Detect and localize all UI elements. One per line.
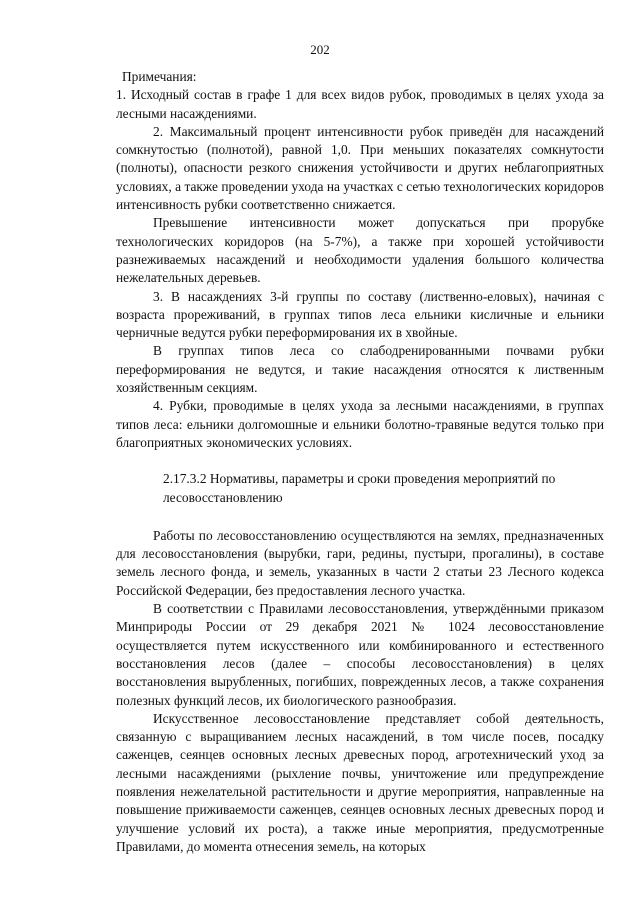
section-paragraph-1: Работы по лесовосстановлению осуществляются на землях, предназначенных для лесовосстановления (вырубки, гари, редины, пустыри, прогалины), в составе земель лесного фонда, и земель, указанных в части 2 статьи 23 Лесного кодекса Российской Федерации, без предоставления лесного участка.	[116, 527, 604, 598]
section-paragraph-2: В соответствии с Правилами лесовосстановления, утверждёнными приказом Минприроды России от 29 декабря 2021 № 1024 лесовосстановление осуществляется путем искусственного или комбинированного и естественного восстановления лесов (далее – способы лесовосстановления) в целях восстановления вырубленных, погибших, поврежденных лесов, а также сохранения полезных функций лесов, их биологического разнообразия.	[116, 601, 604, 708]
note-4: 4. Рубки, проводимые в целях ухода за лесными насаждениями, в группах типов леса: ельники долгомошные и ельники болотно-травяные ведутся только при благоприятных экономических условиях.	[116, 398, 604, 450]
note-3: 3. В насаждениях 3-й группы по составу (лиственно-еловых), начиная с возраста прореживаний, в группах типов леса ельники кисличные и ельники черничные ведутся рубки переформирования их в хвойные.	[116, 288, 604, 341]
note-2: 2. Максимальный процент интенсивности рубок приведён для насаждений сомкнутостью (полнотой), равной 1,0. При меньших показателях сомкнутости (полноты), опасности резкого снижения устойчивости и других неблагоприятных условиях, а также проведении ухода на участках с сетью технологических коридоров интенсивность рубки соответственно снижается.	[116, 123, 604, 213]
section-heading-line-2: лесовосстановлению	[163, 489, 283, 505]
page-number: 202	[310, 42, 330, 57]
note-3-continued: В группах типов леса со слабодренированными почвами рубки переформирования не ведутся, и такие насаждения относятся к лиственным хозяйственным секциям.	[116, 343, 604, 396]
notes-label: Примечания:	[122, 69, 197, 84]
note-1: 1. Исходный состав в графе 1 для всех видов рубок, проводимых в целях ухода за лесными насаждениями.	[116, 87, 604, 121]
note-2-continued: Превышение интенсивности может допускаться при прорубке технологических коридоров (на 5-7%), а также при хорошей устойчивости разнеживаемых насаждений и необходимости удаления большого количества нежелательных деревьев.	[116, 215, 604, 286]
page-body	[116, 68, 604, 856]
section-paragraph-3: Искусственное лесовосстановление представляет собой деятельность, связанную с выращиванием лесных насаждений, в том числе посев, посадку саженцев, сеянцев основных лесных древесных пород, агротехнический уход за лесными насаждениями (рыхление почвы, уничтожение или предупреждение появления нежелательной растительности и другие мероприятия, направленные на повышение приживаемости саженцев, сеянцев основных лесных древесных пород и улучшение условий их роста), а также иные мероприятия, предусмотренные Правилами, до момента отнесения земель, на которых	[116, 710, 604, 854]
section-heading-line-1: 2.17.3.2 Нормативы, параметры и сроки проведения мероприятий по	[163, 471, 556, 487]
